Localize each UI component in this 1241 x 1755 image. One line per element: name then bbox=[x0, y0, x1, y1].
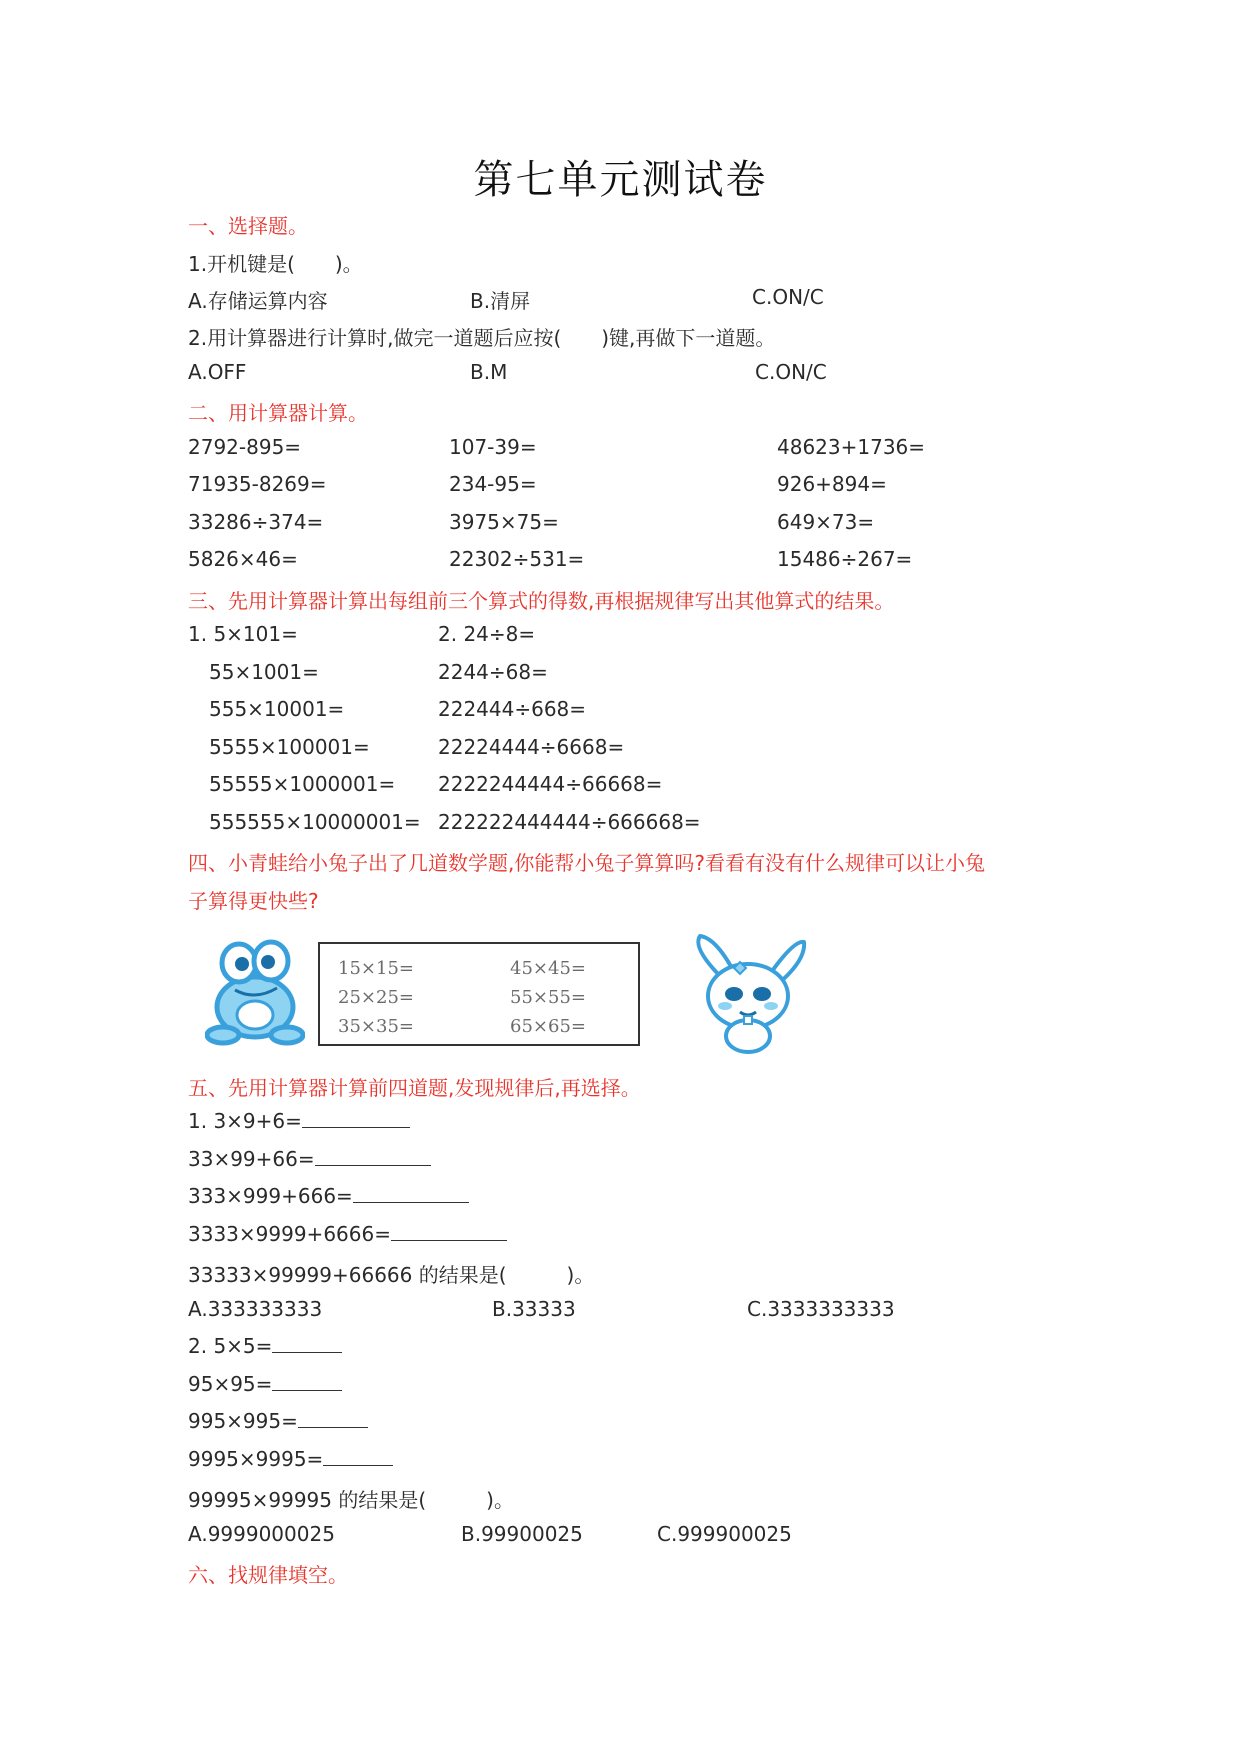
fill-line bbox=[188, 1334, 342, 1358]
board-problem: 25×25= bbox=[338, 987, 414, 1008]
pattern-2-item: 2244÷68= bbox=[438, 660, 548, 684]
option-5-1-b: B.33333 bbox=[492, 1297, 576, 1321]
calc-item: 234-95= bbox=[449, 472, 537, 496]
pattern-2-item: 222444÷668= bbox=[438, 697, 587, 721]
option-1-1-b: B.清屏 bbox=[470, 289, 531, 313]
calc-item: 22302÷531= bbox=[449, 547, 585, 571]
board-problem: 35×35= bbox=[338, 1016, 414, 1037]
section-4-heading-cont: 子算得更快些? bbox=[188, 889, 319, 913]
equation-text: 33×99+66= bbox=[188, 1147, 315, 1171]
pattern-2-item: 2222244444÷66668= bbox=[438, 772, 663, 796]
option-1-1-a: A.存储运算内容 bbox=[188, 289, 328, 313]
fill-line bbox=[188, 1147, 431, 1171]
equation-text: 1. 3×9+6= bbox=[188, 1109, 302, 1133]
fill-line bbox=[188, 1109, 410, 1133]
calc-item: 5826×46= bbox=[188, 547, 298, 571]
board-problem: 65×65= bbox=[510, 1016, 586, 1037]
calc-item: 71935-8269= bbox=[188, 472, 327, 496]
pattern-2-item: 22224444÷6668= bbox=[438, 735, 625, 759]
option-5-2-a: A.9999000025 bbox=[188, 1522, 335, 1546]
option-1-2-c: C.ON/C bbox=[755, 360, 827, 384]
option-1-2-a: A.OFF bbox=[188, 360, 247, 384]
section-3-heading: 三、先用计算器计算出每组前三个算式的得数,再根据规律写出其他算式的结果。 bbox=[188, 589, 895, 613]
equation-text: 3333×9999+6666= bbox=[188, 1222, 391, 1246]
equation-text: 95×95= bbox=[188, 1372, 273, 1396]
answer-blank[interactable] bbox=[272, 1372, 342, 1391]
calc-item: 926+894= bbox=[777, 472, 887, 496]
pattern-2-item: 2. 24÷8= bbox=[438, 622, 536, 646]
section-4-heading: 四、小青蛙给小兔子出了几道数学题,你能帮小兔子算算吗?看看有没有什么规律可以让小兔 bbox=[188, 851, 985, 875]
fill-line bbox=[188, 1372, 342, 1396]
pattern-1-item: 55×1001= bbox=[209, 660, 319, 684]
calc-item: 15486÷267= bbox=[777, 547, 913, 571]
answer-blank[interactable] bbox=[353, 1184, 469, 1203]
math-problems-board bbox=[318, 942, 640, 1046]
calc-item: 649×73= bbox=[777, 510, 875, 534]
section-2-heading: 二、用计算器计算。 bbox=[188, 401, 368, 425]
calc-item: 3975×75= bbox=[449, 510, 559, 534]
answer-blank[interactable] bbox=[272, 1334, 342, 1353]
calc-item: 48623+1736= bbox=[777, 435, 926, 459]
answer-blank[interactable] bbox=[298, 1409, 368, 1428]
fill-line bbox=[188, 1447, 393, 1471]
fill-line bbox=[188, 1184, 469, 1208]
question-1-1: 1.开机键是( )。 bbox=[188, 252, 363, 276]
board-problem: 55×55= bbox=[510, 987, 586, 1008]
pattern-1-item: 555555×10000001= bbox=[209, 810, 421, 834]
question-1-2: 2.用计算器进行计算时,做完一道题后应按( )键,再做下一道题。 bbox=[188, 326, 776, 350]
pattern-2-item: 222222444444÷666668= bbox=[438, 810, 701, 834]
rabbit-icon bbox=[682, 928, 812, 1058]
pattern-1-item: 5555×100001= bbox=[209, 735, 370, 759]
board-problem: 15×15= bbox=[338, 958, 414, 979]
section-6-heading: 六、找规律填空。 bbox=[188, 1563, 348, 1587]
section-5-heading: 五、先用计算器计算前四道题,发现规律后,再选择。 bbox=[188, 1076, 641, 1100]
question-5-1: 33333×99999+66666 的结果是( )。 bbox=[188, 1263, 595, 1287]
answer-blank[interactable] bbox=[315, 1147, 431, 1166]
pattern-1-item: 1. 5×101= bbox=[188, 622, 298, 646]
option-5-1-c: C.3333333333 bbox=[747, 1297, 895, 1321]
page-title: 第七单元测试卷 bbox=[473, 157, 768, 203]
equation-text: 2. 5×5= bbox=[188, 1334, 273, 1358]
equation-text: 995×995= bbox=[188, 1409, 298, 1433]
fill-line bbox=[188, 1409, 368, 1433]
option-1-1-c: C.ON/C bbox=[752, 285, 824, 309]
pattern-1-item: 555×10001= bbox=[209, 697, 345, 721]
answer-blank[interactable] bbox=[302, 1109, 410, 1128]
calc-item: 33286÷374= bbox=[188, 510, 324, 534]
equation-text: 9995×9995= bbox=[188, 1447, 324, 1471]
answer-blank[interactable] bbox=[323, 1447, 393, 1466]
question-5-2: 99995×99995 的结果是( )。 bbox=[188, 1488, 514, 1512]
calc-item: 107-39= bbox=[449, 435, 537, 459]
option-5-2-c: C.999900025 bbox=[657, 1522, 792, 1546]
pattern-1-item: 55555×1000001= bbox=[209, 772, 396, 796]
option-1-2-b: B.M bbox=[470, 360, 508, 384]
option-5-1-a: A.333333333 bbox=[188, 1297, 323, 1321]
frog-icon bbox=[205, 935, 305, 1050]
section-1-heading: 一、选择题。 bbox=[188, 214, 308, 238]
board-problem: 45×45= bbox=[510, 958, 586, 979]
equation-text: 333×999+666= bbox=[188, 1184, 353, 1208]
option-5-2-b: B.99900025 bbox=[461, 1522, 583, 1546]
answer-blank[interactable] bbox=[391, 1222, 507, 1241]
calc-item: 2792-895= bbox=[188, 435, 302, 459]
fill-line bbox=[188, 1222, 507, 1246]
